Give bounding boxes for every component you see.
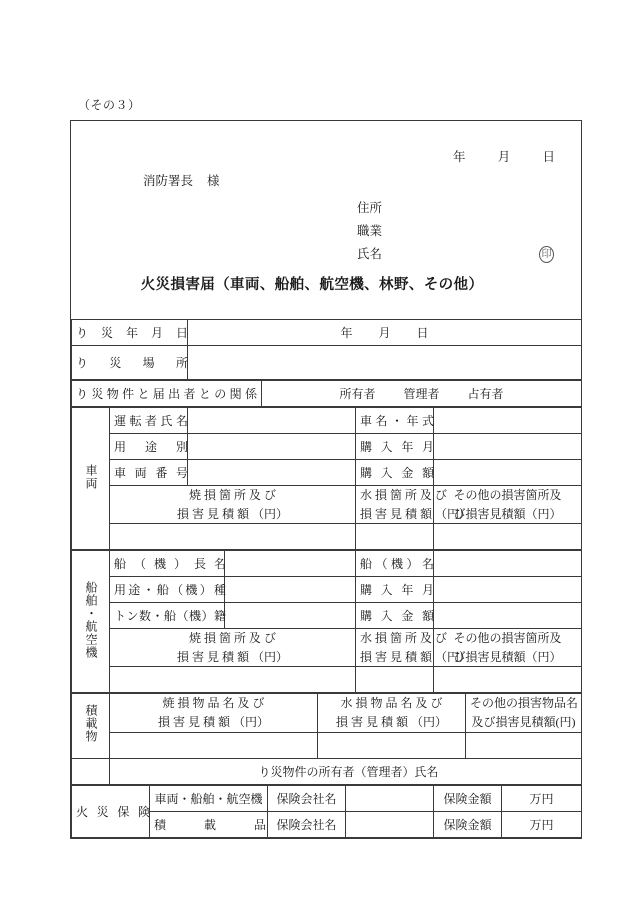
table-row-vehicle-usage (72, 434, 582, 460)
cargo-water-damage-value[interactable] (318, 732, 466, 758)
vessel-tonnage-registry-value[interactable] (225, 603, 356, 629)
cargo-other-damage-value[interactable] (466, 732, 582, 758)
form-outer-frame (70, 120, 582, 839)
insurance-amount-vehicle-value[interactable] (502, 785, 582, 811)
table-row-vehicle-number (72, 460, 582, 486)
table-row-vehicle-driver (72, 408, 582, 434)
insurance-subject-vehicle-label: 車両・船舶・航空機 (150, 785, 268, 811)
incident-table (71, 319, 582, 380)
table-row-vessel-damage-values (72, 667, 582, 693)
vessel-tonnage-registry-label: トン数・船（機）籍 (110, 603, 225, 629)
insurance-table (71, 785, 582, 838)
applicant-name-row (357, 243, 557, 266)
form-header-block (71, 121, 581, 319)
vessel-burn-damage-value[interactable] (110, 667, 356, 693)
vessel-side-label: 船舶・航空機 (72, 551, 110, 693)
relation-options[interactable] (262, 381, 582, 407)
vessel-captain-name-value[interactable] (225, 551, 356, 577)
submission-month-label: 月 (497, 150, 511, 164)
table-row-insurance-vehicle (72, 785, 582, 811)
cargo-burn-damage-value[interactable] (110, 732, 318, 758)
table-row-cargo-damage-values (72, 732, 582, 758)
applicant-occupation-label: 職業 (357, 224, 383, 238)
vehicle-table (71, 407, 582, 550)
relation-option-manager[interactable]: 管理者 (403, 387, 440, 401)
seal-stamp-icon: 印 (539, 246, 554, 263)
vehicle-model-year-value[interactable] (434, 408, 582, 434)
vessel-name-label: 船（機）名 (356, 551, 434, 577)
relation-label: り 災 物 件 と 届 出 者 と の 関 係 (72, 381, 262, 407)
incident-place-value[interactable] (188, 346, 582, 380)
vehicle-number-label: 車 両 番 号 (110, 460, 188, 486)
vessel-name-value[interactable] (434, 551, 582, 577)
insurance-subject-cargo-label: 積 載 品 (150, 811, 268, 837)
table-row-cargo-damage-headers (72, 694, 582, 732)
table-row-vehicle-damage-values (72, 524, 582, 550)
vehicle-water-damage-value[interactable] (356, 524, 434, 550)
vessel-table (71, 550, 582, 693)
addressee-label: 消防署長 (143, 174, 194, 188)
applicant-address-row (357, 197, 557, 220)
vessel-other-damage-value[interactable] (434, 667, 582, 693)
vehicle-burn-damage-value[interactable] (110, 524, 356, 550)
insurance-amount-cargo-value[interactable] (502, 811, 582, 837)
vehicle-purchase-price-label: 購 入 金 額 (356, 460, 434, 486)
vehicle-purchase-date-value[interactable] (434, 434, 582, 460)
vessel-purchase-price-value[interactable] (434, 603, 582, 629)
cargo-other-damage-header: その他の損害物品名 及び損害見積額(円) (466, 694, 582, 732)
table-row-relation (72, 381, 582, 407)
vehicle-side-label: 車両 (72, 408, 110, 550)
vessel-water-damage-header: 水 損 箇 所 及 び 損 害 見 積 額 （円） (356, 629, 434, 667)
applicant-block (357, 197, 557, 266)
vehicle-driver-name-value[interactable] (188, 408, 356, 434)
table-row-incident-date (72, 320, 582, 346)
table-row-vessel-captain (72, 551, 582, 577)
vessel-purchase-price-label: 購 入 金 額 (356, 603, 434, 629)
table-row-incident-place (72, 346, 582, 380)
vessel-burn-damage-header: 焼 損 箇 所 及 び 損 害 見 積 額 （円） (110, 629, 356, 667)
insurance-company-vehicle-label: 保険会社名 (268, 785, 346, 811)
incident-place-label: り 災 場 所 (72, 346, 188, 380)
cargo-table (71, 693, 582, 784)
vehicle-other-damage-value[interactable] (434, 524, 582, 550)
submission-day-label: 日 (542, 150, 555, 164)
addressee-honorific: 様 (207, 174, 220, 188)
table-row-owner-name (72, 758, 582, 784)
insurance-company-vehicle-value[interactable] (346, 785, 434, 811)
addressee-line (143, 171, 220, 189)
insurance-amount-cargo-unit: 万円 (529, 817, 554, 832)
owner-name-field[interactable] (110, 758, 582, 784)
table-row-vehicle-damage-headers (72, 486, 582, 524)
vessel-usage-type-value[interactable] (225, 577, 356, 603)
cargo-side-label: 積載物 (72, 694, 110, 758)
form-caption: （その３） (78, 98, 141, 112)
applicant-address-label: 住所 (357, 201, 383, 215)
insurance-amount-vehicle-unit: 万円 (529, 791, 554, 806)
vehicle-water-damage-header: 水 損 箇 所 及 び 損 害 見 積 額 （円） (356, 486, 434, 524)
submission-year-label: 年 (452, 150, 466, 164)
table-row-vessel-usage (72, 577, 582, 603)
vessel-water-damage-value[interactable] (356, 667, 434, 693)
vehicle-burn-damage-header: 焼 損 箇 所 及 び 損 害 見 積 額 （円） (110, 486, 356, 524)
vehicle-number-value[interactable] (188, 460, 356, 486)
insurance-side-label: 火 災 保 険 (72, 785, 150, 837)
vessel-usage-type-label: 用途・船（機）種 (110, 577, 225, 603)
insurance-amount-cargo-label: 保険金額 (434, 811, 502, 837)
incident-date-value[interactable]: 年 月 日 (188, 320, 582, 346)
page-title: 火災損害届（車両、船舶、航空機、林野、その他） (140, 277, 484, 293)
vehicle-purchase-date-label: 購 入 年 月 (356, 434, 434, 460)
vehicle-model-year-label: 車名・年式 (356, 408, 434, 434)
insurance-company-cargo-value[interactable] (346, 811, 434, 837)
vessel-captain-name-label: 船 （ 機 ） 長 名 (110, 551, 225, 577)
vehicle-usage-label: 用 途 別 (110, 434, 188, 460)
vehicle-usage-value[interactable] (188, 434, 356, 460)
insurance-amount-vehicle-label: 保険金額 (434, 785, 502, 811)
relation-option-occupant[interactable]: 占有者 (467, 387, 504, 401)
cargo-water-damage-header: 水 損 物 品 名 及 び 損 害 見 積 額 （円） (318, 694, 466, 732)
vehicle-purchase-price-value[interactable] (434, 460, 582, 486)
applicant-name-label: 氏名 (357, 247, 383, 261)
vessel-purchase-date-value[interactable] (434, 577, 582, 603)
cargo-burn-damage-header: 焼 損 物 品 名 及 び 損 害 見 積 額 （円） (110, 694, 318, 732)
vessel-purchase-date-label: 購 入 年 月 (356, 577, 434, 603)
relation-table (71, 380, 582, 407)
table-row-vessel-damage-headers (72, 629, 582, 667)
owner-spacer-cell (72, 758, 110, 784)
applicant-occupation-row (357, 220, 557, 243)
vehicle-other-damage-header: その他の損害箇所及 び損害見積額（円） (434, 486, 582, 524)
vehicle-driver-name-label: 運転者氏名 (110, 408, 188, 434)
relation-option-owner[interactable]: 所有者 (339, 387, 376, 401)
insurance-company-cargo-label: 保険会社名 (268, 811, 346, 837)
incident-date-label: り 災 年 月 日 (72, 320, 188, 346)
vessel-other-damage-header: その他の損害箇所及 び損害見積額（円） (434, 629, 582, 667)
submission-date-line (453, 147, 555, 165)
table-row-vessel-tonnage (72, 603, 582, 629)
owner-name-label: り災物件の所有者（管理者）氏名 (258, 764, 439, 779)
